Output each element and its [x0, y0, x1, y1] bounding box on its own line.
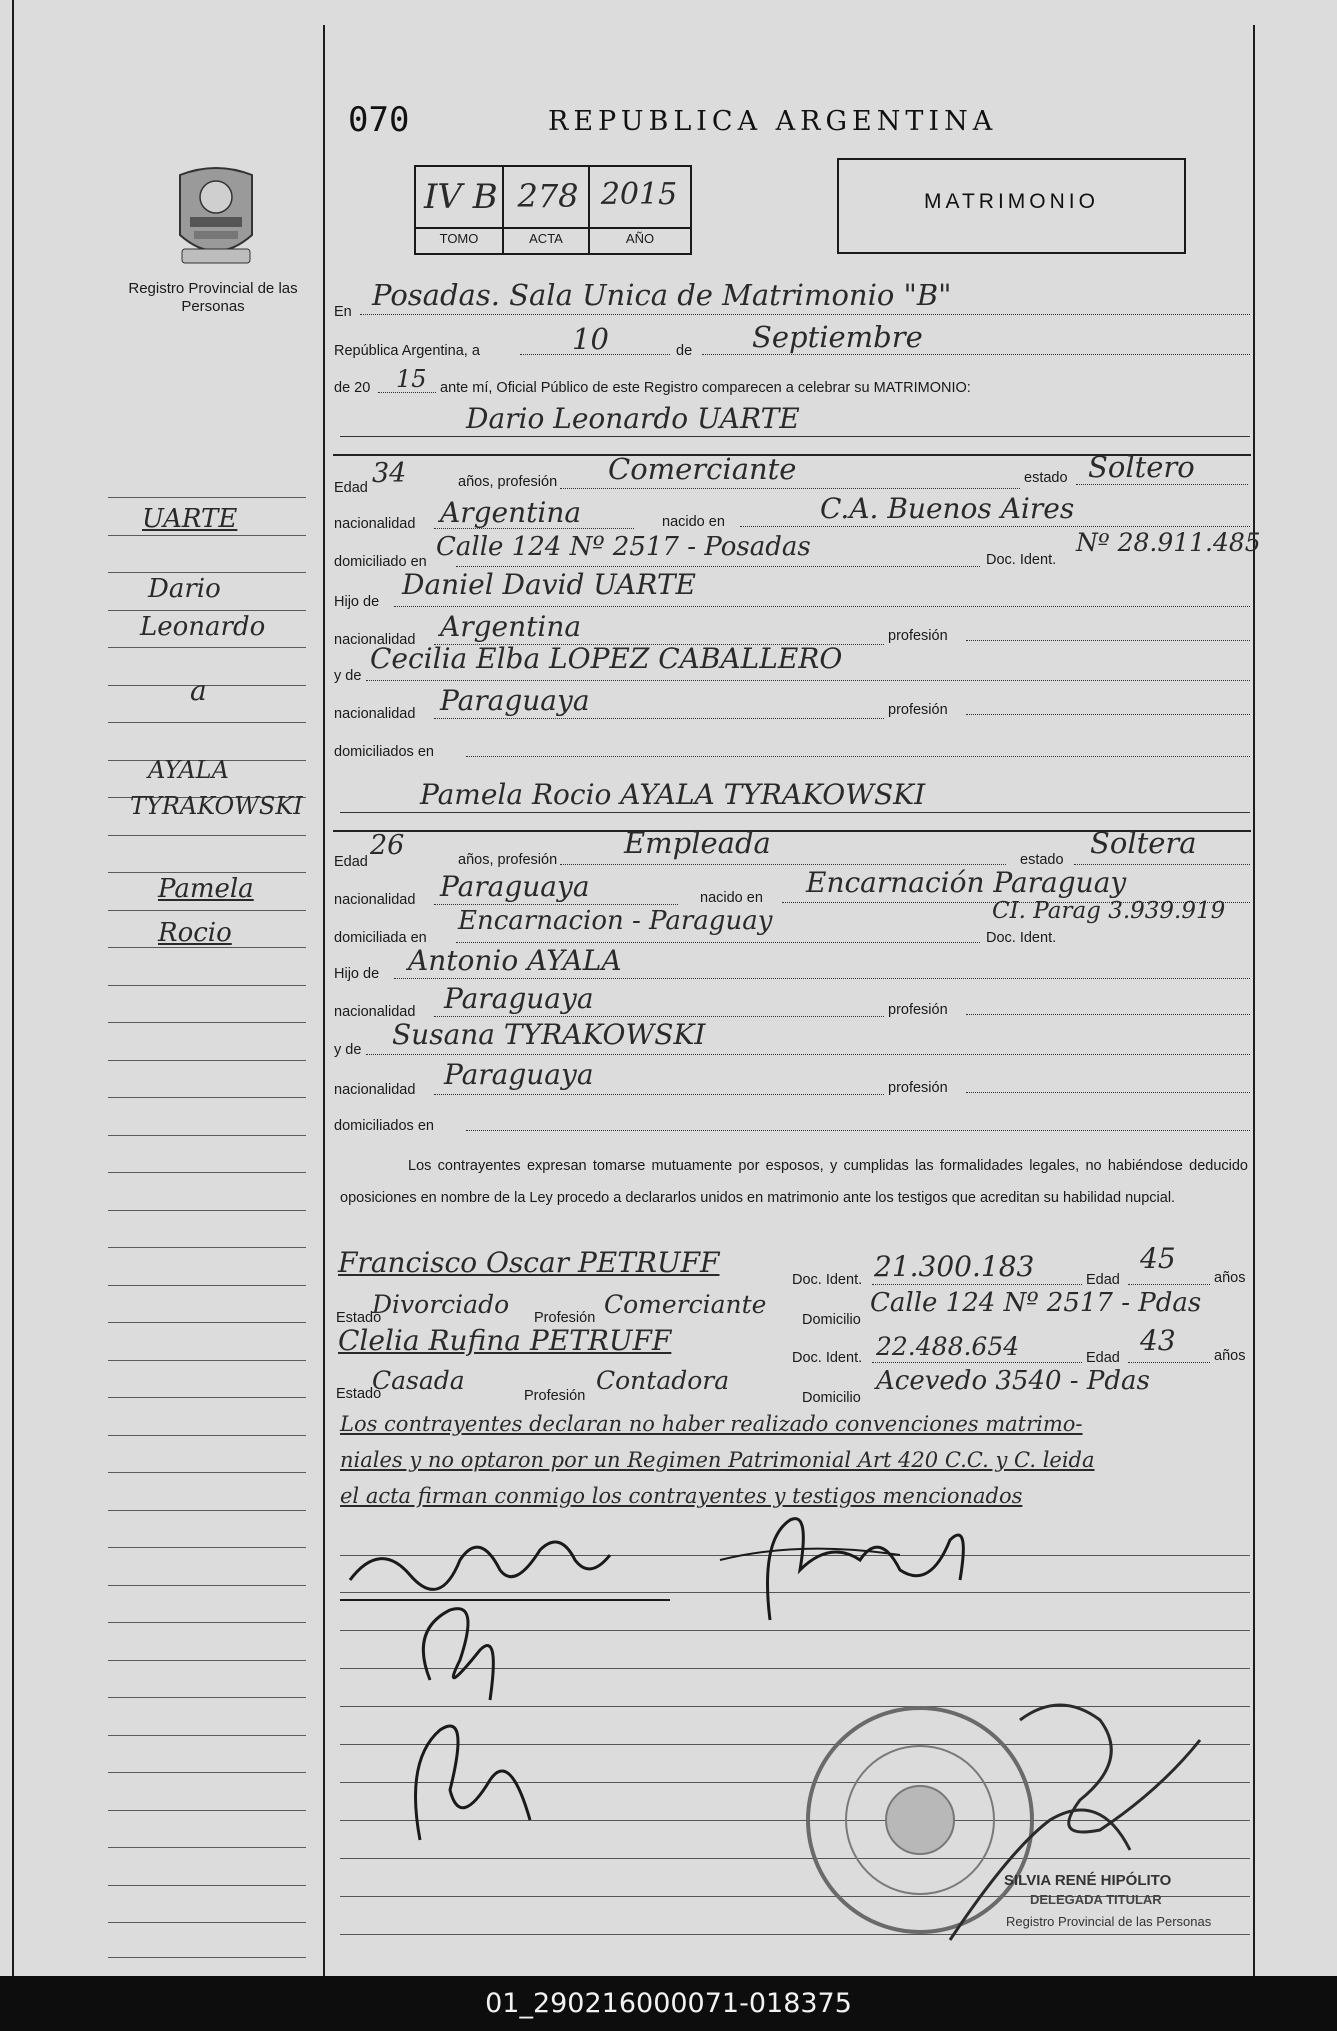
witness2-address: Acevedo 3540 - Pdas	[876, 1366, 1150, 1396]
doc-label: Doc. Ident.	[986, 552, 1057, 568]
note-line-1: Los contrayentes declaran no haber realizado convenciones matrimo-	[340, 1412, 1083, 1436]
provincial-seal-icon	[170, 165, 262, 270]
witness1-name: Francisco Oscar PETRUFF	[338, 1246, 720, 1279]
profesion-label: Profesión	[524, 1388, 586, 1404]
groom-nationality: Argentina	[440, 496, 582, 529]
margin-groom-name-1: Dario	[148, 574, 221, 604]
groom-mother-nationality: Paraguaya	[440, 684, 590, 717]
nacido-label: nacido en	[700, 890, 763, 906]
groom-full-name: Dario Leonardo UARTE	[466, 402, 800, 435]
nacido-label: nacido en	[662, 514, 725, 530]
profesion-label: profesión	[888, 702, 948, 718]
registry-name: Registro Provincial de las Personas	[128, 280, 298, 315]
witness2-name: Clelia Rufina PETRUFF	[338, 1324, 672, 1357]
margin-divider	[323, 25, 325, 1976]
witness-signatures-icon	[400, 1590, 560, 1850]
margin-conjunction: a	[190, 674, 207, 707]
year-suffix: 15	[396, 365, 427, 393]
act-type: MATRIMONIO	[924, 190, 1099, 213]
profesion-label: profesión	[888, 1002, 948, 1018]
bride-nationality: Paraguaya	[440, 870, 590, 903]
anos-label: años, profesión	[458, 852, 558, 868]
official-role: DELEGADA TITULAR	[1030, 1892, 1162, 1907]
margin-groom-surname: UARTE	[142, 504, 238, 534]
acta-label: ACTA	[529, 231, 563, 246]
domiciliado-label: domiciliado en	[334, 554, 427, 570]
groom-address: Calle 124 Nº 2517 - Posadas	[436, 532, 811, 562]
month-value: Septiembre	[752, 320, 923, 354]
de20-label: de 20	[334, 380, 371, 396]
page-number: 070	[348, 100, 410, 140]
scan-code: 01_290216000071-018375	[485, 1988, 852, 2019]
domicilio-label: Domicilio	[802, 1312, 861, 1328]
domiciliados-label: domiciliados en	[334, 1118, 434, 1134]
de-label: de	[676, 343, 693, 359]
bride-signature-icon	[700, 1500, 1000, 1640]
witness1-age: 45	[1140, 1242, 1176, 1275]
domicilio-label: Domicilio	[802, 1390, 861, 1406]
en-label: En	[334, 304, 352, 320]
bride-doc: CI. Parag 3.939.919	[992, 898, 1226, 924]
edad-label: Edad	[334, 854, 368, 870]
yde-label: y de	[334, 1042, 362, 1058]
margin-groom-name-2: Leonardo	[140, 612, 266, 642]
nacionalidad-label: nacionalidad	[334, 516, 416, 532]
witness1-address: Calle 124 Nº 2517 - Pdas	[870, 1288, 1202, 1318]
bride-birthplace: Encarnación Paraguay	[806, 866, 1127, 899]
bride-father: Antonio AYALA	[408, 944, 622, 977]
bride-age: 26	[370, 830, 405, 861]
note-line-2: niales y no optaron por un Regimen Patrimonial Art 420 C.C. y C. leida	[340, 1448, 1095, 1472]
bride-profession: Empleada	[624, 826, 771, 860]
act-type-box	[837, 158, 1186, 254]
edad-label: Edad	[334, 480, 368, 496]
witness1-doc: 21.300.183	[874, 1250, 1035, 1283]
groom-birthplace: C.A. Buenos Aires	[820, 492, 1075, 525]
yde-label: y de	[334, 668, 362, 684]
right-border	[1253, 25, 1255, 1976]
witness1-profession: Comerciante	[604, 1290, 767, 1319]
hijo-label: Hijo de	[334, 594, 380, 610]
domiciliada-label: domiciliada en	[334, 930, 427, 946]
bride-mother: Susana TYRAKOWSKI	[392, 1018, 706, 1051]
bride-status: Soltera	[1090, 826, 1197, 860]
anos-label: años, profesión	[458, 474, 558, 490]
anio-value: 2015	[600, 177, 678, 212]
profesion-label: profesión	[888, 628, 948, 644]
acta-value: 278	[517, 177, 579, 215]
doc-label: Doc. Ident.	[792, 1272, 863, 1288]
bride-father-nationality: Paraguaya	[444, 982, 594, 1015]
margin-bride-name-2: Rocio	[158, 918, 232, 948]
anio-label: AÑO	[625, 231, 655, 246]
nacionalidad-label: nacionalidad	[334, 1082, 416, 1098]
official-office: Registro Provincial de las Personas	[1006, 1914, 1212, 1929]
republica-label: República Argentina, a	[334, 343, 480, 359]
edad-label: Edad	[1086, 1272, 1120, 1288]
edad-label: Edad	[1086, 1350, 1120, 1366]
margin-bride-name-1: Pamela	[158, 874, 254, 904]
groom-status: Soltero	[1088, 450, 1195, 484]
country-title: REPUBLICA ARGENTINA	[548, 106, 998, 137]
nacionalidad-label: nacionalidad	[334, 632, 416, 648]
groom-doc: Nº 28.911.485	[1076, 528, 1261, 557]
nacionalidad-label: nacionalidad	[334, 892, 416, 908]
profesion-label: profesión	[888, 1080, 948, 1096]
witness2-age: 43	[1140, 1324, 1176, 1357]
ante-text: ante mí, Oficial Público de este Registro comparecen a celebrar su MATRIMONIO:	[440, 380, 971, 396]
bride-full-name: Pamela Rocio AYALA TYRAKOWSKI	[420, 778, 926, 811]
note-line-3: el acta firman conmigo los contrayentes y testigos mencionados	[340, 1484, 1023, 1508]
groom-profession: Comerciante	[608, 452, 797, 486]
nacionalidad-label: nacionalidad	[334, 706, 416, 722]
scan-footer	[0, 1976, 1337, 2031]
page-edge	[12, 0, 14, 1976]
tomo-value: IV B	[424, 177, 498, 217]
ceremony-place: Posadas. Sala Unica de Matrimonio "B"	[372, 278, 952, 312]
estado-label: estado	[1024, 470, 1068, 486]
bride-mother-nationality: Paraguaya	[444, 1058, 594, 1091]
doc-label: Doc. Ident.	[986, 930, 1057, 946]
groom-father-nationality: Argentina	[440, 610, 582, 643]
record-id-box	[414, 165, 692, 255]
official-name: SILVIA RENÉ HIPÓLITO	[1004, 1872, 1172, 1889]
witness2-status: Casada	[372, 1366, 465, 1395]
witness2-profession: Contadora	[596, 1366, 730, 1395]
hijo-label: Hijo de	[334, 966, 380, 982]
witness1-status: Divorciado	[372, 1290, 510, 1319]
groom-mother: Cecilia Elba LOPEZ CABALLERO	[370, 642, 843, 675]
tomo-label: TOMO	[439, 231, 479, 246]
doc-label: Doc. Ident.	[792, 1350, 863, 1366]
estado-label: Estado	[336, 1310, 382, 1326]
estado-label: Estado	[336, 1386, 382, 1402]
anos-label: años	[1214, 1270, 1246, 1286]
declaration-text: Los contrayentes expresan tomarse mutuamente por esposos, y cumplidas las formalidades legales, no habiéndose deducido oposiciones en nombre de la Ley procedo a declararlos unidos en matrimonio ante los testigos que acreditan su habilidad nupcial.	[340, 1158, 1248, 1206]
profesion-label: Profesión	[534, 1310, 596, 1326]
groom-father: Daniel David UARTE	[402, 568, 696, 601]
margin-bride-surname-1: AYALA	[148, 756, 229, 784]
day-value: 10	[572, 322, 609, 356]
nacionalidad-label: nacionalidad	[334, 1004, 416, 1020]
bride-address: Encarnacion - Paraguay	[458, 906, 773, 936]
groom-age: 34	[372, 458, 407, 489]
anos-label: años	[1214, 1348, 1246, 1364]
domiciliados-label: domiciliados en	[334, 744, 434, 760]
margin-bride-surname-2: TYRAKOWSKI	[130, 792, 303, 820]
witness2-doc: 22.488.654	[876, 1332, 1020, 1361]
estado-label: estado	[1020, 852, 1064, 868]
